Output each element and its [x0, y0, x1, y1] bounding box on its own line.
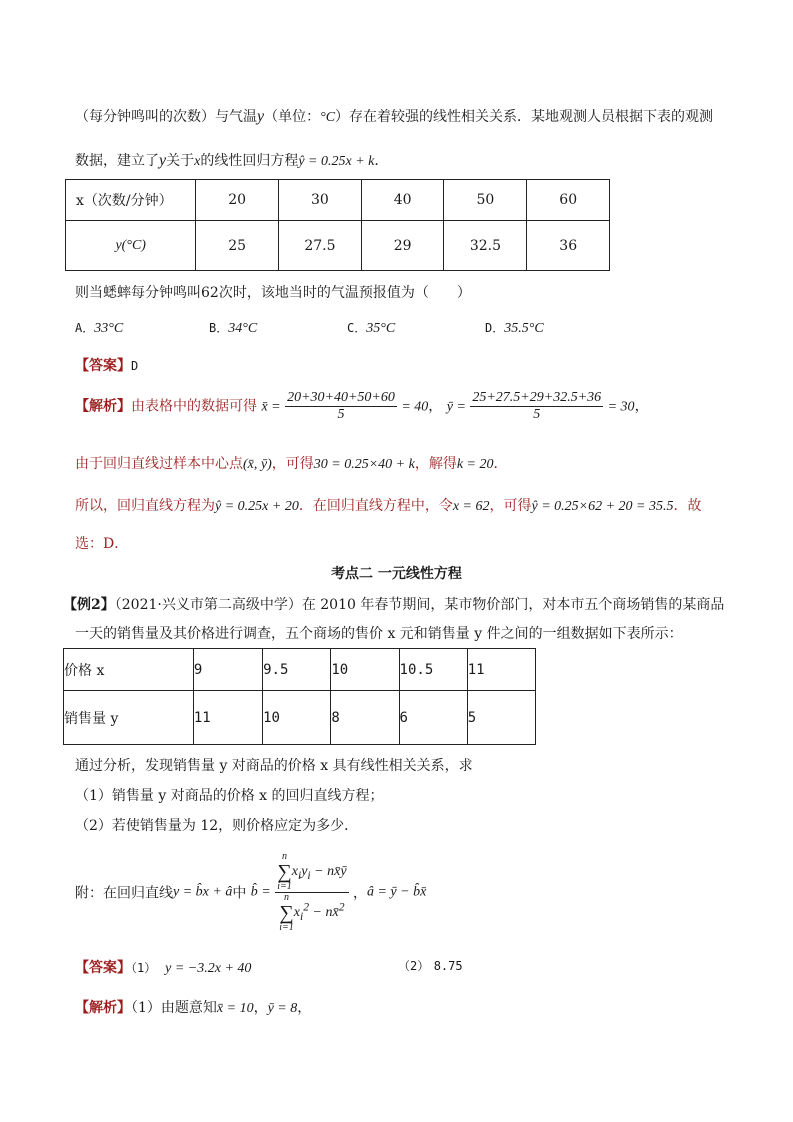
solution-tag: 【解析】 [75, 1000, 131, 1016]
ybar-lhs: ȳ = [446, 399, 466, 415]
example-2-line-2: 一天的销售量及其价格进行调查，五个商场的售价 x 元和销售量 y 件之间的一组数据如下表所示： [75, 626, 683, 642]
text: ．故 [673, 498, 702, 514]
table-row [66, 180, 610, 221]
text: （1）由题意知 [131, 1000, 217, 1016]
data-table-2 [63, 648, 536, 745]
table-header-y: y(°C) [66, 221, 196, 271]
text: （每分钟鸣叫的次数）与气温 [75, 109, 257, 125]
fraction-numerator: 25+27.5+29+32.5+36 [472, 390, 602, 405]
text: ．在回归直线方程中，令 [298, 498, 453, 514]
table-row [64, 691, 536, 745]
table-cell: 5 [467, 691, 535, 745]
section-title: 考点二 一元线性方程 [331, 566, 462, 582]
question-1: 则当蟋蟀每分钟鸣叫62次时，该地当时的气温预报值为（ ） [75, 285, 471, 301]
b-hat-fraction [275, 852, 348, 933]
text: 所以，回归直线方程为 [75, 498, 215, 514]
example-2-line-1 [63, 594, 724, 614]
table-cell: 11 [193, 691, 262, 745]
solution-1-line-4: 选：D． [75, 536, 129, 552]
sum-upper: n [281, 851, 287, 862]
term: x [293, 905, 300, 921]
fraction-numerator [275, 852, 348, 893]
text: ， [634, 398, 649, 415]
superscript: 2 [338, 900, 345, 914]
option-d [485, 319, 544, 337]
table-cell: 27.5 [278, 221, 361, 271]
table-header-sales: 销售量 y [64, 691, 194, 745]
table-cell: 50 [444, 180, 527, 221]
ybar-fraction [470, 390, 603, 423]
table-cell: 25 [196, 221, 279, 271]
var-x: x [194, 154, 201, 169]
table-cell: 30 [278, 180, 361, 221]
data-table-1 [65, 179, 610, 271]
table-cell: 36 [527, 221, 610, 271]
subscript: i [299, 910, 304, 924]
xbar-lhs: x̄ = [261, 399, 281, 415]
term: − nx̄ȳ [310, 864, 347, 880]
equation: ŷ = 0.25x + 20 [215, 499, 299, 514]
solution-tag: 【解析】 [75, 398, 131, 415]
text: ，解得 [414, 456, 457, 472]
text: ， [253, 1000, 268, 1016]
table-cell: 9.5 [263, 649, 331, 691]
sample-center: (x̄, ȳ) [243, 457, 272, 472]
table-cell: 29 [361, 221, 444, 271]
table-cell: 20 [196, 180, 279, 221]
fraction-numerator: 20+30+40+50+60 [287, 390, 395, 405]
subscript: i [307, 869, 311, 883]
intro-line-2 [75, 150, 388, 170]
option-value: 34°C [228, 321, 258, 336]
option-b [209, 319, 257, 337]
regression-equation: ŷ = 0.25x + k [298, 154, 375, 169]
regression-line: y = b̂x + â [173, 884, 233, 900]
option-c [347, 319, 395, 337]
intro-line-1 [75, 106, 713, 126]
text: 关于 [166, 153, 195, 169]
table-cell: 40 [361, 180, 444, 221]
a-hat-equation: â = ȳ − b̂x̄ [366, 884, 427, 900]
text: 的线性回归方程 [200, 153, 299, 169]
option-value: 35°C [366, 321, 396, 336]
sub-question-1: （1）销售量 y 对商品的价格 x 的回归直线方程； [75, 788, 384, 804]
option-label: D． [485, 321, 505, 335]
equation: k = 20 [456, 457, 494, 472]
sigma-icon: n ∑ i=1 [277, 851, 292, 892]
solution-1-line-3 [75, 495, 702, 515]
unit-celsius: °C [320, 110, 336, 125]
analysis-intro: 通过分析，发现销售量 y 对商品的价格 x 具有线性相关关系，求 [75, 758, 473, 774]
table-row [64, 649, 536, 691]
table-cell: 10.5 [399, 649, 467, 691]
text: ，可得 [489, 498, 532, 514]
ybar-rhs: = 30 [607, 399, 635, 415]
table-cell: 10 [331, 649, 399, 691]
text: ， [428, 398, 443, 415]
answer-value: 8.75 [433, 959, 463, 973]
fraction-denominator [275, 893, 348, 933]
answer-part-label: （2） [398, 959, 430, 973]
table-cell: 9 [193, 649, 262, 691]
subscript: i [297, 869, 302, 883]
sum-lower: i=1 [279, 922, 294, 933]
xbar-fraction [285, 390, 397, 423]
answer-tag: 【答案】 [75, 960, 131, 976]
text: 附：在回归直线 [75, 885, 173, 902]
sum-upper: n [283, 892, 289, 903]
equation: x = 62 [452, 499, 490, 514]
table-cell: 60 [527, 180, 610, 221]
text: ． [374, 153, 389, 169]
var-y: y [159, 152, 167, 169]
option-label: A． [75, 321, 95, 335]
equation: ȳ = 8 [267, 1001, 298, 1016]
term: x [291, 864, 298, 880]
sigma-icon: n ∑ i=1 [279, 892, 294, 933]
answer-equation: y = −3.2x + 40 [165, 961, 252, 976]
xbar-rhs: = 40 [401, 399, 429, 415]
table-header-x: x（次数/分钟） [66, 180, 196, 221]
sum-lower: i=1 [277, 881, 292, 892]
var-y: y [257, 108, 265, 125]
option-label: C． [347, 321, 367, 335]
text: 中 [232, 885, 247, 902]
b-hat-lhs: b̂ = [250, 884, 271, 900]
table-header-price: 价格 x [64, 649, 194, 691]
table-cell: 6 [399, 691, 467, 745]
table-cell: 10 [263, 691, 331, 745]
solution-2 [75, 997, 311, 1017]
sub-question-2: （2）若使销售量为 12，则价格应定为多少． [75, 818, 359, 834]
option-value: 35.5°C [504, 321, 544, 336]
fraction-denominator: 5 [533, 407, 541, 422]
equation: x̄ = 10 [216, 1001, 254, 1016]
fraction-denominator: 5 [337, 407, 345, 422]
text: 由表格中的数据可得 [131, 398, 257, 415]
example-tag: 【例2】 [63, 597, 115, 613]
text: ， [352, 885, 367, 902]
text: （2021·兴义市第二高级中学）在 2010 年春节期间，某市物价部门，对本市五个商场销售的某商品 [114, 597, 725, 613]
text: 由于回归直线过样本中心点 [75, 456, 243, 472]
table-cell: 11 [467, 649, 535, 691]
text: ， [297, 1000, 312, 1016]
table-row [66, 221, 610, 271]
text: 数据，建立了 [75, 153, 159, 169]
option-label: B． [209, 321, 229, 335]
answer-value: D [131, 359, 139, 373]
option-value: 33°C [94, 321, 124, 336]
term: − nx̄ [309, 905, 339, 921]
answer-2 [75, 957, 251, 977]
equation: ŷ = 0.25×62 + 20 = 35.5 [531, 499, 674, 514]
equation: 30 = 0.25×40 + k [313, 457, 415, 472]
answer-tag: 【答案】 [75, 358, 131, 374]
table-cell: 32.5 [444, 221, 527, 271]
answer-part-label: （1） [131, 961, 157, 975]
text: ． [493, 456, 508, 472]
appendix-formula [75, 852, 426, 933]
answer-2-part-2 [398, 957, 463, 974]
option-a [75, 319, 123, 337]
text: （单位： [264, 109, 321, 125]
solution-1-line-2 [75, 453, 508, 473]
term: y [301, 864, 308, 880]
text: ）存在着较强的线性相关关系．某地观测人员根据下表的观测 [335, 109, 714, 125]
solution-1-line-1 [75, 390, 649, 423]
text: ，可得 [271, 456, 314, 472]
table-cell: 8 [331, 691, 399, 745]
answer-1 [75, 355, 138, 375]
superscript: 2 [303, 900, 310, 914]
